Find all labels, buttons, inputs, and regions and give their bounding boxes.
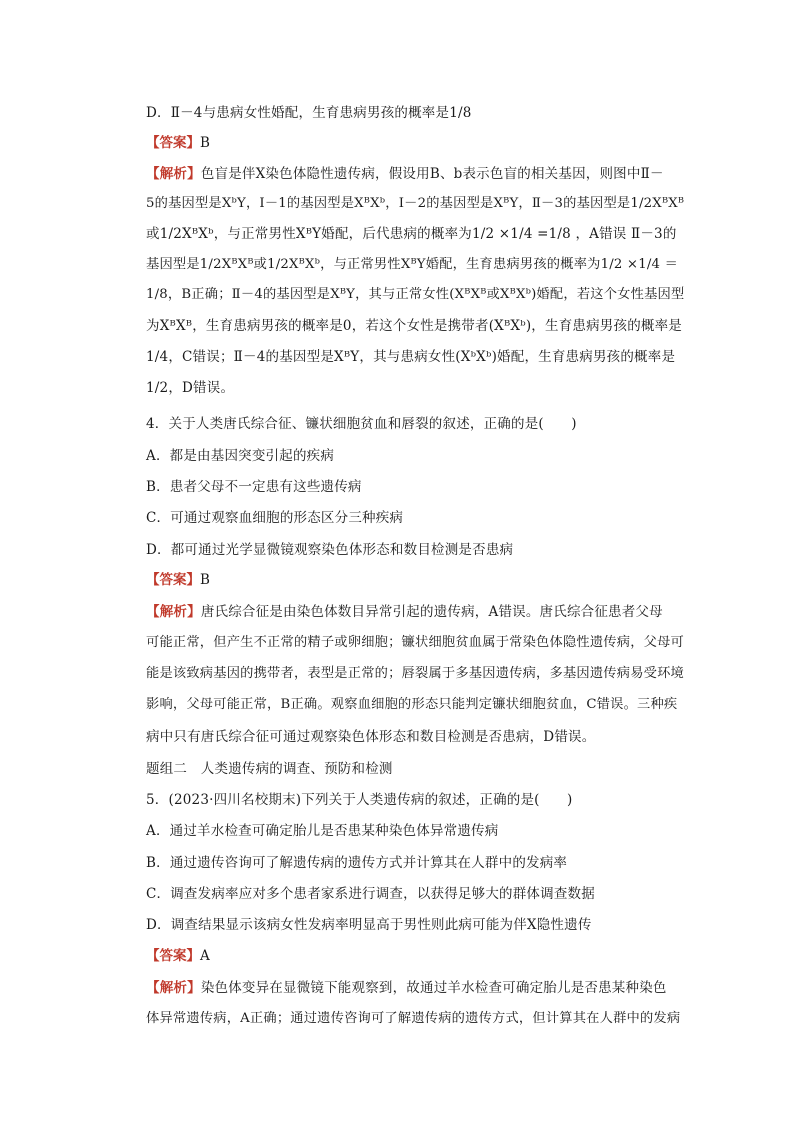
q3-answer bbox=[146, 133, 210, 153]
analysis-label: 【解析】 bbox=[146, 166, 201, 182]
q5-answer bbox=[146, 946, 210, 966]
q4-option-a: A．都是由基因突变引起的疾病 bbox=[146, 448, 335, 464]
answer-label: 【答案】 bbox=[146, 948, 200, 964]
q4-stem: 4．关于人类唐氏综合征、镰状细胞贫血和唇裂的叙述，正确的是( ) bbox=[146, 416, 577, 432]
q3-analysis-line: 1/4，C错误；Ⅱ－4的基因型是XᴮY，其与患病女性(XᵇXᵇ)婚配，生育患病男孩的概率是 bbox=[146, 349, 676, 365]
q5-analysis-line: 体异常遗传病，A正确；通过遗传咨询可了解遗传病的遗传方式，但计算其在人群中的发病 bbox=[146, 1011, 681, 1026]
q3-analysis-line: 1/8，B正确；Ⅱ－4的基因型是XᴮY，其与正常女性(XᴮXᴮ或XᴮXᵇ)婚配，若这个女性基因型 bbox=[146, 287, 685, 302]
q4-analysis-line: 能是该致病基因的携带者，表型是正常的；唇裂属于多基因遗传病，多基因遗传病易受环境 bbox=[146, 666, 685, 681]
answer-label: 【答案】 bbox=[146, 572, 200, 588]
analysis-label: 【解析】 bbox=[146, 980, 201, 996]
q3-analysis-line bbox=[146, 164, 686, 184]
q5-analysis-line bbox=[146, 978, 686, 998]
answer-value: B bbox=[200, 572, 210, 588]
analysis-text: 色盲是伴X染色体隐性遗传病，假设用B、b表示色盲的相关基因，则图中Ⅱ－ bbox=[200, 166, 664, 182]
answer-value: A bbox=[200, 948, 210, 964]
q4-answer bbox=[146, 570, 210, 590]
q4-analysis-line: 病中只有唐氏综合征可通过观察染色体形态和数目检测是否患病，D错误。 bbox=[146, 729, 596, 745]
analysis-text: 唐氏综合征是由染色体数目异常引起的遗传病，A错误。唐氏综合征患者父母 bbox=[200, 604, 663, 620]
answer-value: B bbox=[200, 135, 210, 151]
q3-analysis-line: 为XᴮXᴮ，生育患病男孩的概率是0，若这个女性是携带者(XᴮXᵇ)，生育患病男孩的概率是 bbox=[146, 318, 683, 334]
q4-analysis-line: 可能正常，但产生不正常的精子或卵细胞；镰状细胞贫血属于常染色体隐性遗传病，父母可 bbox=[146, 635, 685, 650]
q5-stem: 5．(2023·四川名校期末)下列关于人类遗传病的叙述，正确的是( ) bbox=[146, 792, 573, 808]
q5-option-b: B．通过遗传咨询可了解遗传病的遗传方式并计算其在人群中的发病率 bbox=[146, 855, 568, 871]
q4-option-b: B．患者父母不一定患有这些遗传病 bbox=[146, 479, 362, 495]
q3-option-d: D．Ⅱ－4与患病女性婚配，生育患病男孩的概率是1/8 bbox=[146, 105, 472, 121]
analysis-label: 【解析】 bbox=[146, 604, 201, 620]
q4-option-c: C．可通过观察血细胞的形态区分三种疾病 bbox=[146, 510, 404, 526]
q5-option-a: A．通过羊水检查可确定胎儿是否患某种染色体异常遗传病 bbox=[146, 823, 499, 839]
q5-option-d: D．调查结果显示该病女性发病率明显高于男性则此病可能为伴X隐性遗传 bbox=[146, 917, 592, 933]
q3-analysis-line: 基因型是1/2XᴮXᴮ或1/2XᴮXᵇ，与正常男性XᴮY婚配，生育患病男孩的概率为1/2 ×1/4 ＝ bbox=[146, 257, 679, 272]
q4-analysis-line: 影响，父母可能正常，B正确。观察血细胞的形态只能判定镰状细胞贫血，C错误。三种疾 bbox=[146, 697, 678, 712]
q3-analysis-line: 5的基因型是XᵇY，Ⅰ－1的基因型是XᴮXᵇ，Ⅰ－2的基因型是XᴮY，Ⅱ－3的基因型是1/2XᴮXᴮ bbox=[146, 196, 685, 211]
answer-label: 【答案】 bbox=[146, 135, 200, 151]
q4-option-d: D．都可通过光学显微镜观察染色体形态和数目检测是否患病 bbox=[146, 542, 514, 558]
analysis-text: 染色体变异在显微镜下能观察到，故通过羊水检查可确定胎儿是否患某种染色 bbox=[200, 980, 667, 996]
q4-analysis-line bbox=[146, 602, 686, 622]
section-title: 题组二 人类遗传病的调查、预防和检测 bbox=[146, 761, 393, 777]
q3-analysis-line: 或1/2XᴮXᵇ，与正常男性XᴮY婚配，后代患病的概率为1/2 ×1/4 =1/8 ，A错误 Ⅱ－3的 bbox=[146, 226, 677, 242]
q5-option-c: C．调查发病率应对多个患者家系进行调查，以获得足够大的群体调查数据 bbox=[146, 886, 595, 902]
q3-analysis-line: 1/2，D错误。 bbox=[146, 380, 235, 396]
